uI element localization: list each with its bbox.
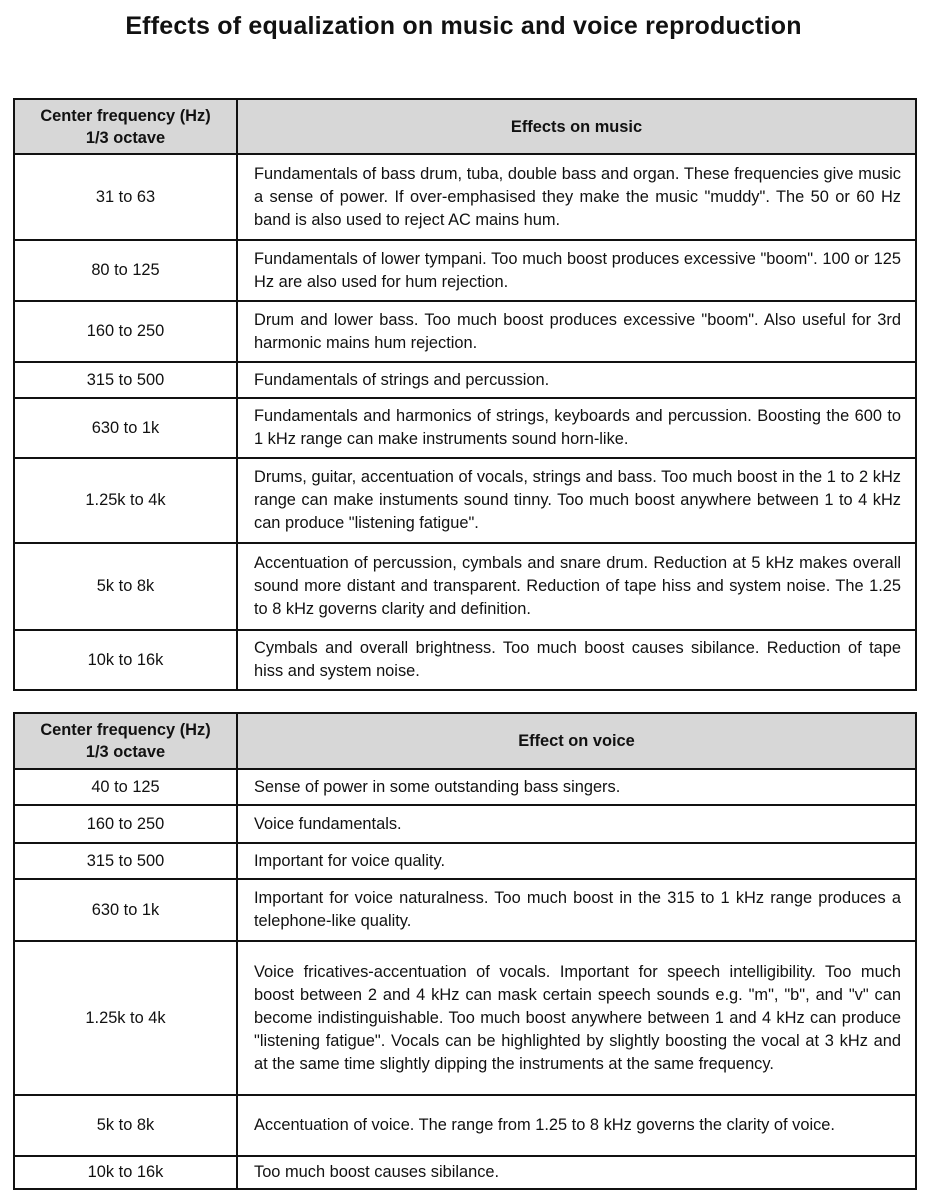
effect-cell: Fundamentals of strings and percussion.	[237, 362, 916, 398]
header-freq-line1: Center frequency (Hz)	[40, 721, 211, 739]
effect-cell: Important for voice naturalness. Too much boost in the 315 to 1 kHz range produces a telephone-like quality.	[237, 879, 916, 941]
frequency-cell: 630 to 1k	[14, 879, 237, 941]
frequency-cell: 315 to 500	[14, 843, 237, 879]
table-row	[14, 301, 916, 362]
header-freq-line2: 1/3 octave	[85, 128, 166, 147]
effect-cell: Cymbals and overall brightness. Too much boost causes sibilance. Reduction of tape hiss and system noise.	[237, 630, 916, 690]
effect-cell: Accentuation of voice. The range from 1.25 to 8 kHz governs the clarity of voice.	[237, 1095, 916, 1156]
page-title: Effects of equalization on music and voice reproduction	[125, 12, 802, 40]
header-freq-line1: Center frequency (Hz)	[40, 106, 211, 125]
frequency-cell: 5k to 8k	[14, 543, 237, 630]
effect-cell: Voice fricatives-accentuation of vocals. Important for speech intelligibility. Too much boost between 2 and 4 kHz can mask certain speech sounds e.g. "m", "b", and "v" can become indistinguishable. Too much boost anywhere between 1 and 4 kHz can produce "listening fatigue". Vocals can be highlighted by slightly boosting the vocal at 3 kHz and at the same time slightly dipping the instruments at the same frequency.	[237, 941, 916, 1095]
header-center-frequency	[14, 713, 237, 769]
effect-cell: Important for voice quality.	[237, 843, 916, 879]
frequency-cell: 80 to 125	[14, 240, 237, 301]
table-row	[14, 398, 916, 458]
table-row	[14, 1095, 916, 1156]
table-row	[14, 240, 916, 301]
header-freq-line2: 1/3 octave	[85, 743, 166, 761]
frequency-cell: 31 to 63	[14, 154, 237, 240]
table-header-row	[14, 99, 916, 154]
frequency-cell: 10k to 16k	[14, 1156, 237, 1189]
frequency-cell: 315 to 500	[14, 362, 237, 398]
effect-cell: Sense of power in some outstanding bass singers.	[237, 769, 916, 805]
effect-cell: Fundamentals and harmonics of strings, keyboards and percussion. Boosting the 600 to 1 kHz range can make instruments sound horn-like.	[237, 398, 916, 458]
effect-cell: Too much boost causes sibilance.	[237, 1156, 916, 1189]
effect-cell: Drums, guitar, accentuation of vocals, strings and bass. Too much boost in the 1 to 2 kHz range can make instuments sound tinny. Too much boost anywhere between 1 to 4 kHz can produce "listening fatigue".	[237, 458, 916, 543]
header-center-frequency	[14, 99, 237, 154]
music-effects-table	[13, 98, 917, 691]
table-row	[14, 843, 916, 879]
voice-effects-table	[13, 712, 917, 1190]
effect-cell: Accentuation of percussion, cymbals and snare drum. Reduction at 5 kHz makes overall sound more distant and transparent. Reduction of tape hiss and system noise. The 1.25 to 8 kHz governs clarity and definition.	[237, 543, 916, 630]
effect-cell: Fundamentals of bass drum, tuba, double bass and organ. These frequencies give music a sense of power. If over-emphasised they make the music "muddy". The 50 or 60 Hz band is also used to reject AC mains hum.	[237, 154, 916, 240]
frequency-cell: 630 to 1k	[14, 398, 237, 458]
table-row	[14, 769, 916, 805]
header-effect-on-voice: Effect on voice	[237, 713, 916, 769]
table-header-row	[14, 713, 916, 769]
header-effects-on-music: Effects on music	[237, 99, 916, 154]
effect-cell: Voice fundamentals.	[237, 805, 916, 843]
table-row	[14, 879, 916, 941]
table-row	[14, 630, 916, 690]
table-row	[14, 543, 916, 630]
table-row	[14, 458, 916, 543]
table-row	[14, 154, 916, 240]
frequency-cell: 5k to 8k	[14, 1095, 237, 1156]
effect-cell: Drum and lower bass. Too much boost produces excessive "boom". Also useful for 3rd harmonic mains hum rejection.	[237, 301, 916, 362]
table-row	[14, 805, 916, 843]
frequency-cell: 10k to 16k	[14, 630, 237, 690]
table-row	[14, 941, 916, 1095]
table-row	[14, 1156, 916, 1189]
frequency-cell: 1.25k to 4k	[14, 458, 237, 543]
table-row	[14, 362, 916, 398]
effect-cell: Fundamentals of lower tympani. Too much boost produces excessive "boom". 100 or 125 Hz are also used for hum rejection.	[237, 240, 916, 301]
frequency-cell: 160 to 250	[14, 301, 237, 362]
frequency-cell: 40 to 125	[14, 769, 237, 805]
frequency-cell: 1.25k to 4k	[14, 941, 237, 1095]
frequency-cell: 160 to 250	[14, 805, 237, 843]
